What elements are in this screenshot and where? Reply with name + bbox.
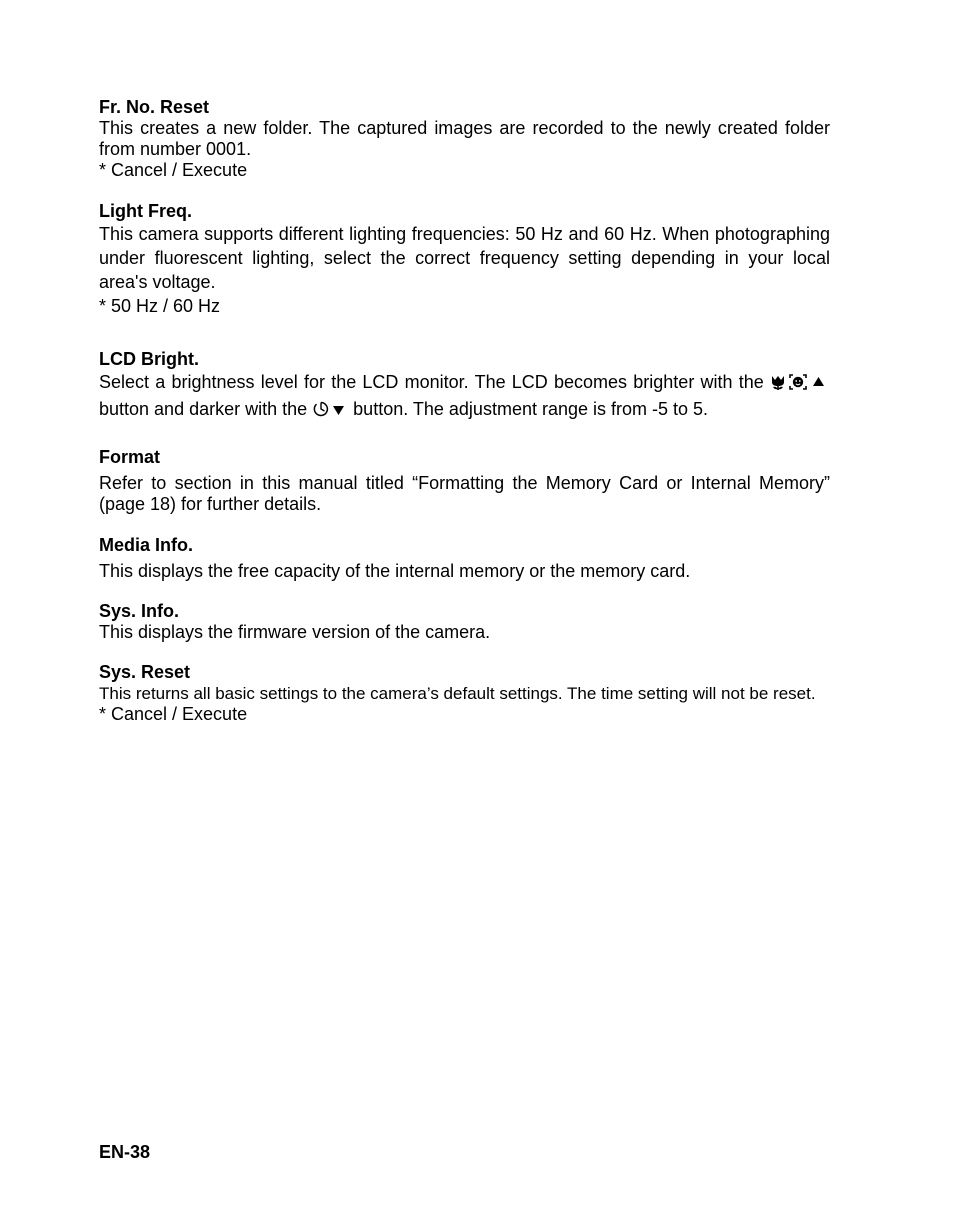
section-title: Fr. No. Reset — [99, 97, 210, 117]
section-body: This returns all basic settings to the camera’s default settings. The time setting will not be reset. — [99, 684, 816, 703]
macro-face-up-icon — [770, 373, 830, 397]
self-timer-down-icon — [312, 400, 348, 424]
section-lcd-bright — [99, 348, 830, 424]
section-title: Sys. Info. — [99, 601, 180, 621]
section-sys-reset — [99, 661, 830, 725]
section-format — [99, 446, 830, 515]
section-sys-info — [99, 600, 830, 643]
section-body-line1: Select a brightness level for the LCD monitor. The LCD becomes brighter with the — [99, 372, 764, 392]
section-title: Format — [99, 447, 161, 467]
section-options: * Cancel / Execute — [99, 704, 248, 724]
page-number: EN-38 — [99, 1142, 151, 1162]
section-body: This displays the free capacity of the internal memory or the memory card. — [99, 561, 691, 581]
section-body-part3: button. The adjustment range is from -5 to 5. — [353, 399, 709, 419]
section-fr-no-reset — [99, 96, 830, 181]
section-title: Sys. Reset — [99, 662, 191, 682]
section-title: Media Info. — [99, 535, 193, 555]
section-light-freq — [99, 200, 830, 318]
section-body: Refer to section in this manual titled “Formatting the Memory Card or Internal Memory” (page 18) for further details. — [99, 473, 830, 514]
section-body — [99, 370, 830, 424]
section-body: This camera supports different lighting frequencies: 50 Hz and 60 Hz. When photographing under fluorescent lighting, select the correct frequency setting depending in your local area's voltage. — [99, 224, 830, 292]
section-options: * 50 Hz / 60 Hz — [99, 296, 221, 316]
section-title: LCD Bright. — [99, 349, 199, 369]
section-media-info — [99, 534, 830, 582]
manual-page — [99, 96, 830, 725]
section-options: * Cancel / Execute — [99, 160, 248, 180]
section-body-part2: button and darker with the — [99, 399, 308, 419]
section-body: This creates a new folder. The captured images are recorded to the newly created folder from number 0001. — [99, 118, 830, 159]
section-title: Light Freq. — [99, 201, 192, 221]
section-body: This displays the firmware version of the camera. — [99, 622, 491, 642]
